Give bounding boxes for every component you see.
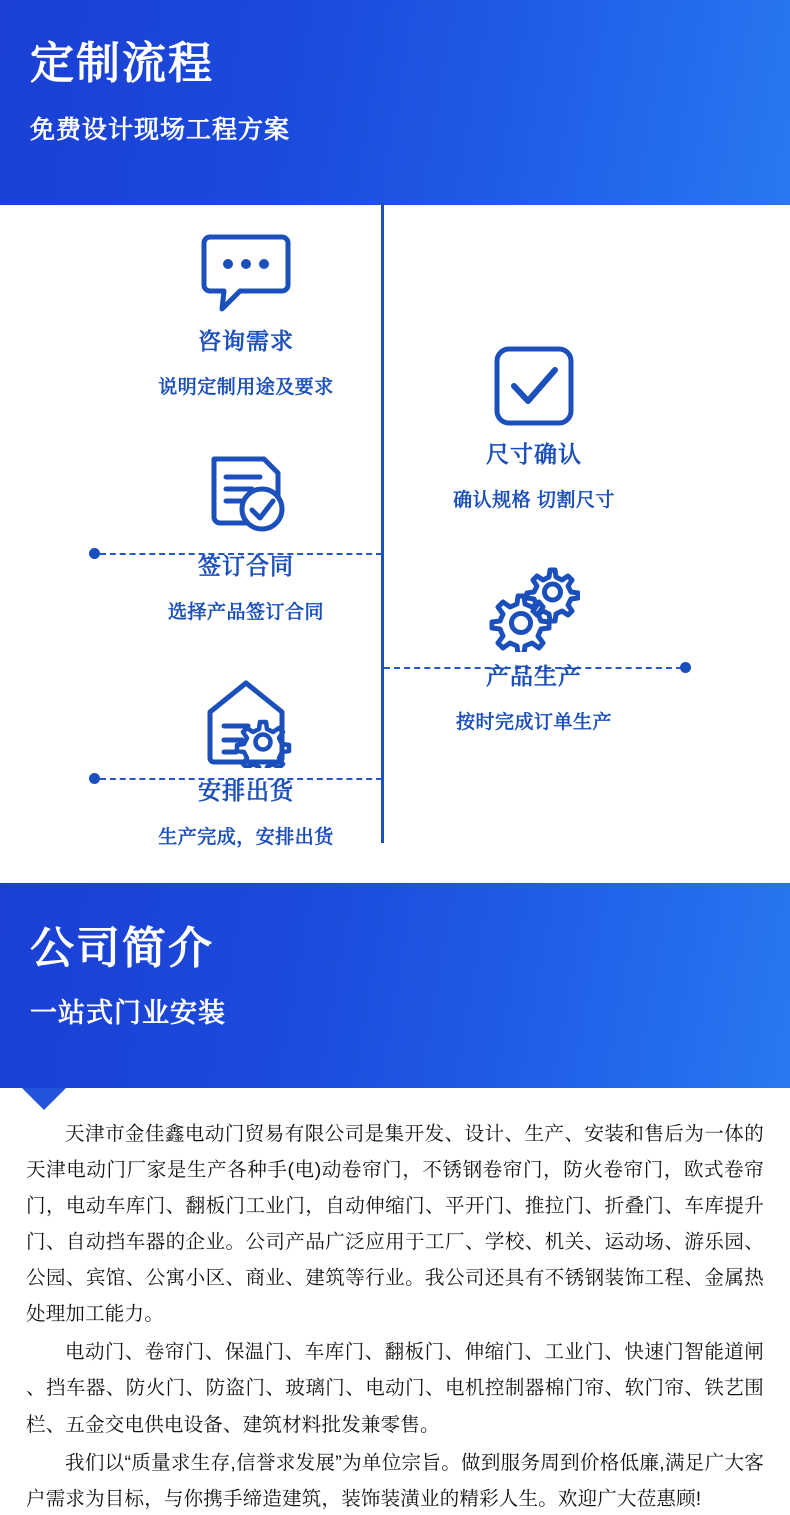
flow-step-desc: 确认规格 切割尺寸 [453,490,615,511]
page-title: 定制流程 [30,39,214,88]
flow-step-shipment [96,675,396,849]
flow-step-desc: 说明定制用途及要求 [158,377,334,398]
flow-step-title: 安排出货 [198,778,294,804]
flow-step-desc: 按时完成订单生产 [455,712,612,733]
contract-check-icon [198,450,294,546]
checkbox-check-icon [486,338,582,434]
flow-step-desc: 生产完成，安排出货 [158,827,334,848]
banner-text-block [0,883,790,1060]
flow-step-title: 咨询需求 [198,328,294,354]
flow-step-size-confirm [384,338,684,512]
flow-step-production [384,560,684,734]
flow-step-title: 签订合同 [198,553,294,579]
page-subtitle: 免费设计现场工程方案 [30,116,291,145]
flow-step-title: 产品生产 [486,663,582,689]
banner-notch-icon [22,1088,66,1110]
intro-paragraph: 天津市金佳鑫电动门贸易有限公司是集开发、设计、生产、安装和售后为一体的天津电动门厂家是生产各种手(电)动卷帘门，不锈钢卷帘门，防火卷帘门，欧式卷帘门，电动车库门、翻板门工业门，自动伸缩门、平开门、推拉门、折叠门、车库提升门、自动挡车器的企业。公司产品广泛应用于工厂、学校、机关、运动场、游乐园、公园、宾馆、公寓小区、商业、建筑等行业。我公司还具有不锈钢装饰工程、金属热处理加工能力。 [26,1123,764,1326]
section-title: 公司简介 [30,924,214,973]
flow-step-consult [96,225,396,399]
company-intro-text [0,1088,790,1515]
section-subtitle: 一站式门业安装 [30,998,226,1029]
intro-paragraph: 电动门、卷帘门、保温门、车库门、翻板门、伸缩门、工业门、快速门智能道闸 、挡车器、防火门、防盗门、玻璃门、电动门、电机控制器棉门帘、软门帘、铁艺围栏、五金交电供电设备、建筑材料批发兼零售。 [26,1341,764,1436]
flow-step-sign-contract [96,450,396,624]
flow-step-desc: 选择产品签订合同 [167,602,324,623]
chat-bubble-icon [198,225,294,321]
process-flow-diagram [0,205,790,883]
flow-step-title: 尺寸确认 [486,441,582,467]
banner-custom-process [0,0,790,205]
gears-icon [486,560,582,656]
intro-paragraph: 我们以“质量求生存,信誉求发展”为单位宗旨。做到服务周到价格低廉,满足广大客户需求为目标，与你携手缔造建筑，装饰装潢业的精彩人生。欢迎广大莅惠顾! [26,1451,764,1510]
factory-gear-icon [198,675,294,771]
banner-company-profile [0,883,790,1088]
banner-text-block [0,0,790,176]
